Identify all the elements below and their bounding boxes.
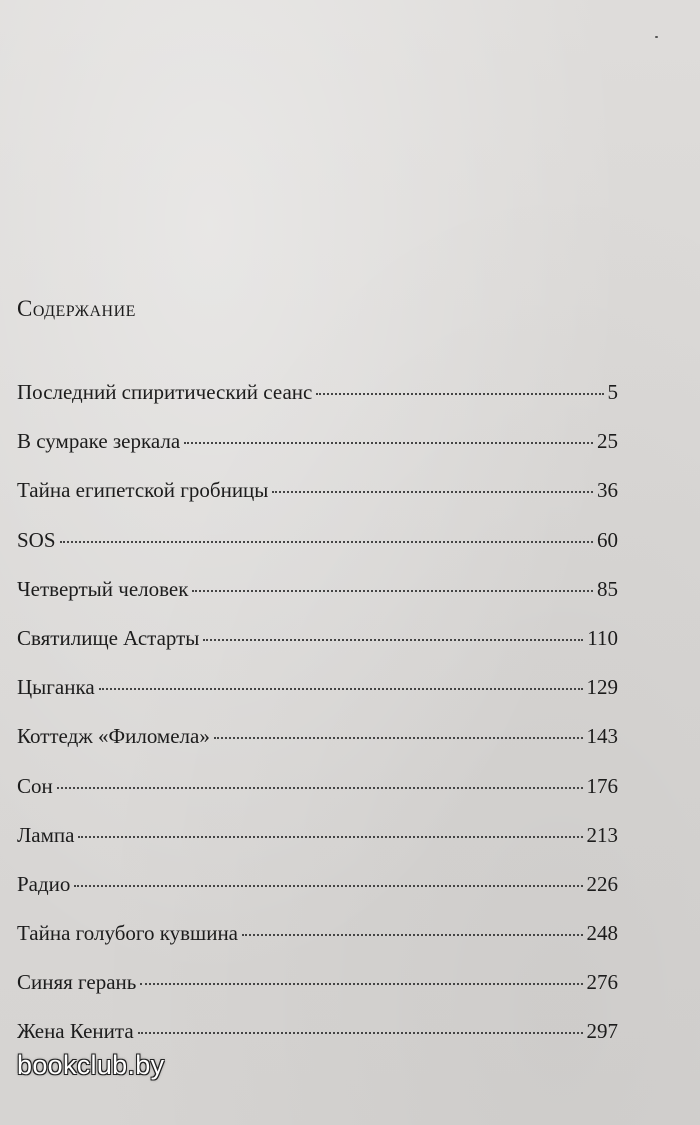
toc-entry-page: 60 <box>597 527 618 552</box>
dot-leader <box>78 836 582 838</box>
toc-entry-page: 5 <box>607 380 618 404</box>
toc-entry <box>17 623 618 672</box>
toc-entry-page: 213 <box>586 822 618 847</box>
toc-entry-page: 129 <box>586 675 618 700</box>
toc-entry-title: Четвертый человек <box>17 576 189 601</box>
toc-entry <box>17 967 618 1016</box>
dot-leader <box>316 393 603 395</box>
site-watermark: bookclub.by <box>17 1050 165 1080</box>
dot-leader <box>140 983 582 985</box>
dot-leader <box>272 491 593 493</box>
toc-entry-page: 248 <box>586 921 618 946</box>
dot-leader <box>138 1032 583 1034</box>
toc-entry-page: 36 <box>597 478 618 503</box>
toc-entry <box>17 820 618 869</box>
print-speck <box>655 36 658 38</box>
dot-leader <box>214 737 583 739</box>
toc-entry <box>17 918 618 967</box>
toc-entry-title: SOS <box>17 527 56 552</box>
dot-leader <box>57 787 583 789</box>
toc-entry-page: 176 <box>586 773 618 798</box>
toc-entry <box>17 771 618 820</box>
toc-entry-page: 226 <box>586 871 618 896</box>
toc-entry-page: 297 <box>586 1019 618 1044</box>
toc-entry <box>17 525 618 574</box>
toc-entry-title: В сумраке зеркала <box>17 429 181 454</box>
dot-leader <box>74 885 582 887</box>
dot-leader <box>242 934 582 936</box>
contents-heading: Содержание <box>17 296 136 321</box>
toc-entry-page: 276 <box>586 970 618 995</box>
toc-entry-title: Жена Кенита <box>17 1019 134 1044</box>
toc-entry <box>17 377 618 426</box>
toc-entry-page: 143 <box>586 724 618 749</box>
toc-entry-page: 85 <box>597 576 618 601</box>
table-of-contents <box>17 377 618 1066</box>
toc-entry-title: Сон <box>17 773 53 798</box>
toc-entry-title: Святилище Астарты <box>17 625 200 650</box>
dot-leader <box>60 541 593 543</box>
dot-leader <box>184 442 593 444</box>
toc-entry <box>17 475 618 524</box>
toc-entry-title: Тайна голубого кувшина <box>17 921 239 946</box>
toc-entry <box>17 672 618 721</box>
toc-entry-title: Синяя герань <box>17 970 137 995</box>
toc-entry-page: 25 <box>597 429 618 454</box>
toc-entry <box>17 869 618 918</box>
toc-entry-title: Лампа <box>17 822 75 847</box>
toc-entry <box>17 426 618 475</box>
toc-entry-page: 110 <box>587 625 618 650</box>
dot-leader <box>99 688 583 690</box>
toc-entry-title: Радио <box>17 871 71 896</box>
toc-entry-title: Тайна египетской гробницы <box>17 478 269 503</box>
toc-entry-title: Цыганка <box>17 675 95 700</box>
toc-entry <box>17 721 618 770</box>
toc-entry <box>17 574 618 623</box>
dot-leader <box>192 590 593 592</box>
toc-entry-title: Коттедж «Филомела» <box>17 724 210 749</box>
toc-entry-title: Последний спиритический сеанс <box>17 380 313 404</box>
dot-leader <box>203 639 583 641</box>
